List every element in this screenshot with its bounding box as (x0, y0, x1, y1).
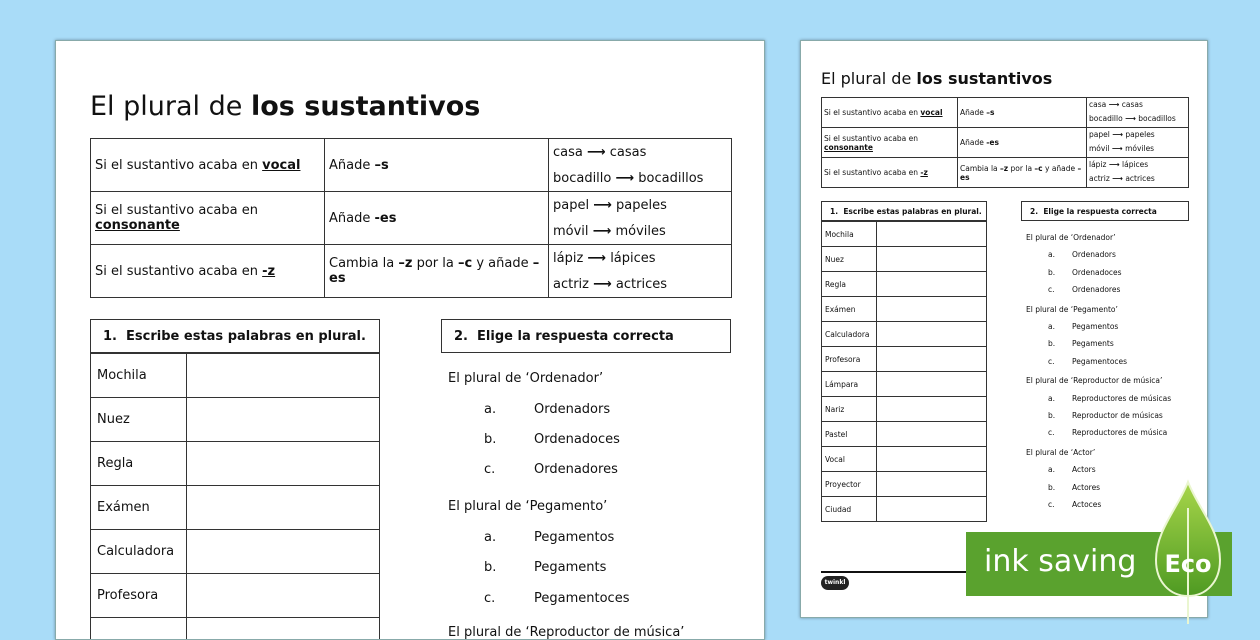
section2-header: 2. Elige la respuesta correcta (1021, 201, 1189, 221)
question-prompt: El plural de ‘Pegamento’ (1026, 301, 1171, 318)
section2-header: 2. Elige la respuesta correcta (441, 319, 731, 353)
answer-cell[interactable] (877, 222, 987, 247)
table-row: Pastel (822, 422, 987, 447)
table-row: Regla (91, 442, 380, 486)
answer-cell[interactable] (187, 530, 380, 574)
arrow-icon: ⟶ (1112, 130, 1123, 139)
rules-table (90, 138, 732, 298)
section1-header: 1. Escribe estas palabras en plural. (821, 201, 987, 221)
answer-cell[interactable] (877, 472, 987, 497)
answer-cell[interactable] (877, 497, 987, 522)
list-item[interactable]: b. Reproductor de músicas (1026, 407, 1171, 424)
answer-cell[interactable] (877, 347, 987, 372)
arrow-icon: ⟶ (593, 224, 612, 239)
badge-text: ink saving (984, 544, 1136, 579)
page-title: El plural de los sustantivos (821, 69, 1052, 88)
table-row: Profesora (822, 347, 987, 372)
list-item[interactable]: b. Pegaments (1026, 335, 1171, 352)
option-label: a. (484, 530, 496, 545)
table-row: Nariz (822, 397, 987, 422)
list-item[interactable]: b. Ordenadoces (1026, 264, 1171, 281)
table-row (91, 618, 380, 640)
answer-cell[interactable] (877, 447, 987, 472)
option-label: b. (484, 432, 496, 447)
list-item[interactable]: a. Ordenadors (1026, 246, 1171, 263)
title-light: El plural de (90, 91, 242, 122)
question-prompt: El plural de ‘Reproductor de música’ (1026, 372, 1171, 389)
section1-header: 1. Escribe estas palabras en plural. (90, 319, 380, 353)
list-item[interactable]: a. Pegamentos (1026, 318, 1171, 335)
list-item[interactable]: c. Pegamentoces (1026, 353, 1171, 370)
arrow-icon: ⟶ (1109, 100, 1120, 109)
rule-row: Si el sustantivo acaba en consonante Añade -es papel ⟶ papeles móvil ⟶ móviles (91, 192, 732, 245)
answer-cell[interactable] (877, 272, 987, 297)
rule-key: vocal (262, 158, 300, 173)
option-text[interactable]: Pegamentoces (534, 591, 629, 606)
answer-cell[interactable] (877, 322, 987, 347)
answer-cell[interactable] (877, 422, 987, 447)
option-text[interactable]: Ordenadors (534, 402, 610, 417)
arrow-icon: ⟶ (616, 171, 635, 186)
answer-cell[interactable] (187, 354, 380, 398)
table-row: Mochila (822, 222, 987, 247)
rule-key: consonante (95, 218, 180, 233)
question-prompt: El plural de ‘Pegamento’ (448, 499, 607, 514)
arrow-icon: ⟶ (1125, 114, 1136, 123)
table-row: Exámen (822, 297, 987, 322)
arrow-icon: ⟶ (1112, 174, 1123, 183)
table-row: Calculadora (91, 530, 380, 574)
option-label: b. (484, 560, 496, 575)
table-row: Nuez (822, 247, 987, 272)
answer-cell[interactable] (187, 574, 380, 618)
list-item[interactable]: c. Ordenadores (1026, 281, 1171, 298)
eco-leaf-icon (1150, 478, 1226, 628)
option-text[interactable]: Ordenadoces (534, 432, 620, 447)
answer-cell[interactable] (187, 398, 380, 442)
table-row: Calculadora (822, 322, 987, 347)
question-prompt: El plural de ‘Reproductor de música’ (448, 625, 684, 640)
option-text[interactable]: Ordenadores (534, 462, 618, 477)
table-row: Vocal (822, 447, 987, 472)
answer-cell[interactable] (187, 442, 380, 486)
rule-row: Si el sustantivo acaba en -z Cambia la –z por la –c y añade –es lápiz ⟶ lápices actriz ⟶ actrices (822, 158, 1189, 188)
words-table (821, 221, 987, 522)
table-row: Regla (822, 272, 987, 297)
arrow-icon: ⟶ (593, 198, 612, 213)
table-row: Mochila (91, 354, 380, 398)
rule-row: Si el sustantivo acaba en vocal Añade –s casa ⟶ casas bocadillo ⟶ bocadillos (91, 139, 732, 192)
option-label: c. (484, 462, 495, 477)
list-item[interactable]: a. Actors (1026, 461, 1171, 478)
arrow-icon: ⟶ (1109, 160, 1120, 169)
rule-row: Si el sustantivo acaba en -z Cambia la –z por la –c y añade –es lápiz ⟶ lápices actriz ⟶ actrices (91, 245, 732, 298)
option-label: c. (484, 591, 495, 606)
option-text[interactable]: Pegamentos (534, 530, 614, 545)
question-prompt: El plural de ‘Ordenador’ (448, 371, 603, 386)
option-text[interactable]: Pegaments (534, 560, 606, 575)
eco-label: Eco (1164, 550, 1211, 578)
list-item[interactable]: c. Actoces (1026, 496, 1171, 513)
answer-cell[interactable] (877, 297, 987, 322)
list-item[interactable]: c. Reproductores de música (1026, 424, 1171, 441)
table-row: Nuez (91, 398, 380, 442)
arrow-icon: ⟶ (587, 251, 606, 266)
arrow-icon: ⟶ (587, 145, 606, 160)
worksheet-page-large (55, 40, 765, 640)
title-bold: los sustantivos (251, 91, 480, 122)
option-label: a. (484, 402, 496, 417)
rule-key: -z (262, 264, 275, 279)
words-table (90, 353, 380, 640)
page-title (90, 91, 480, 122)
arrow-icon: ⟶ (1112, 144, 1123, 153)
question-prompt: El plural de ‘Actor’ (1026, 444, 1171, 461)
rule-row: Si el sustantivo acaba en vocal Añade –s casa ⟶ casas bocadillo ⟶ bocadillos (822, 98, 1189, 128)
arrow-icon: ⟶ (593, 277, 612, 292)
table-row: Ciudad (822, 497, 987, 522)
table-row: Lámpara (822, 372, 987, 397)
twinkl-logo: twinkl (821, 576, 849, 590)
questions-list (1026, 229, 1171, 514)
answer-cell[interactable] (877, 247, 987, 272)
rules-table (821, 97, 1189, 188)
rule-row: Si el sustantivo acaba en consonante Añade -es papel ⟶ papeles móvil ⟶ móviles (822, 128, 1189, 158)
table-row: Profesora (91, 574, 380, 618)
answer-cell[interactable] (877, 397, 987, 422)
table-row: Proyector (822, 472, 987, 497)
question-prompt: El plural de ‘Ordenador’ (1026, 229, 1171, 246)
answer-cell[interactable] (187, 486, 380, 530)
answer-cell[interactable] (877, 372, 987, 397)
answer-cell[interactable] (187, 618, 380, 640)
list-item[interactable]: b. Actores (1026, 479, 1171, 496)
list-item[interactable]: a. Reproductores de músicas (1026, 390, 1171, 407)
table-row: Exámen (91, 486, 380, 530)
